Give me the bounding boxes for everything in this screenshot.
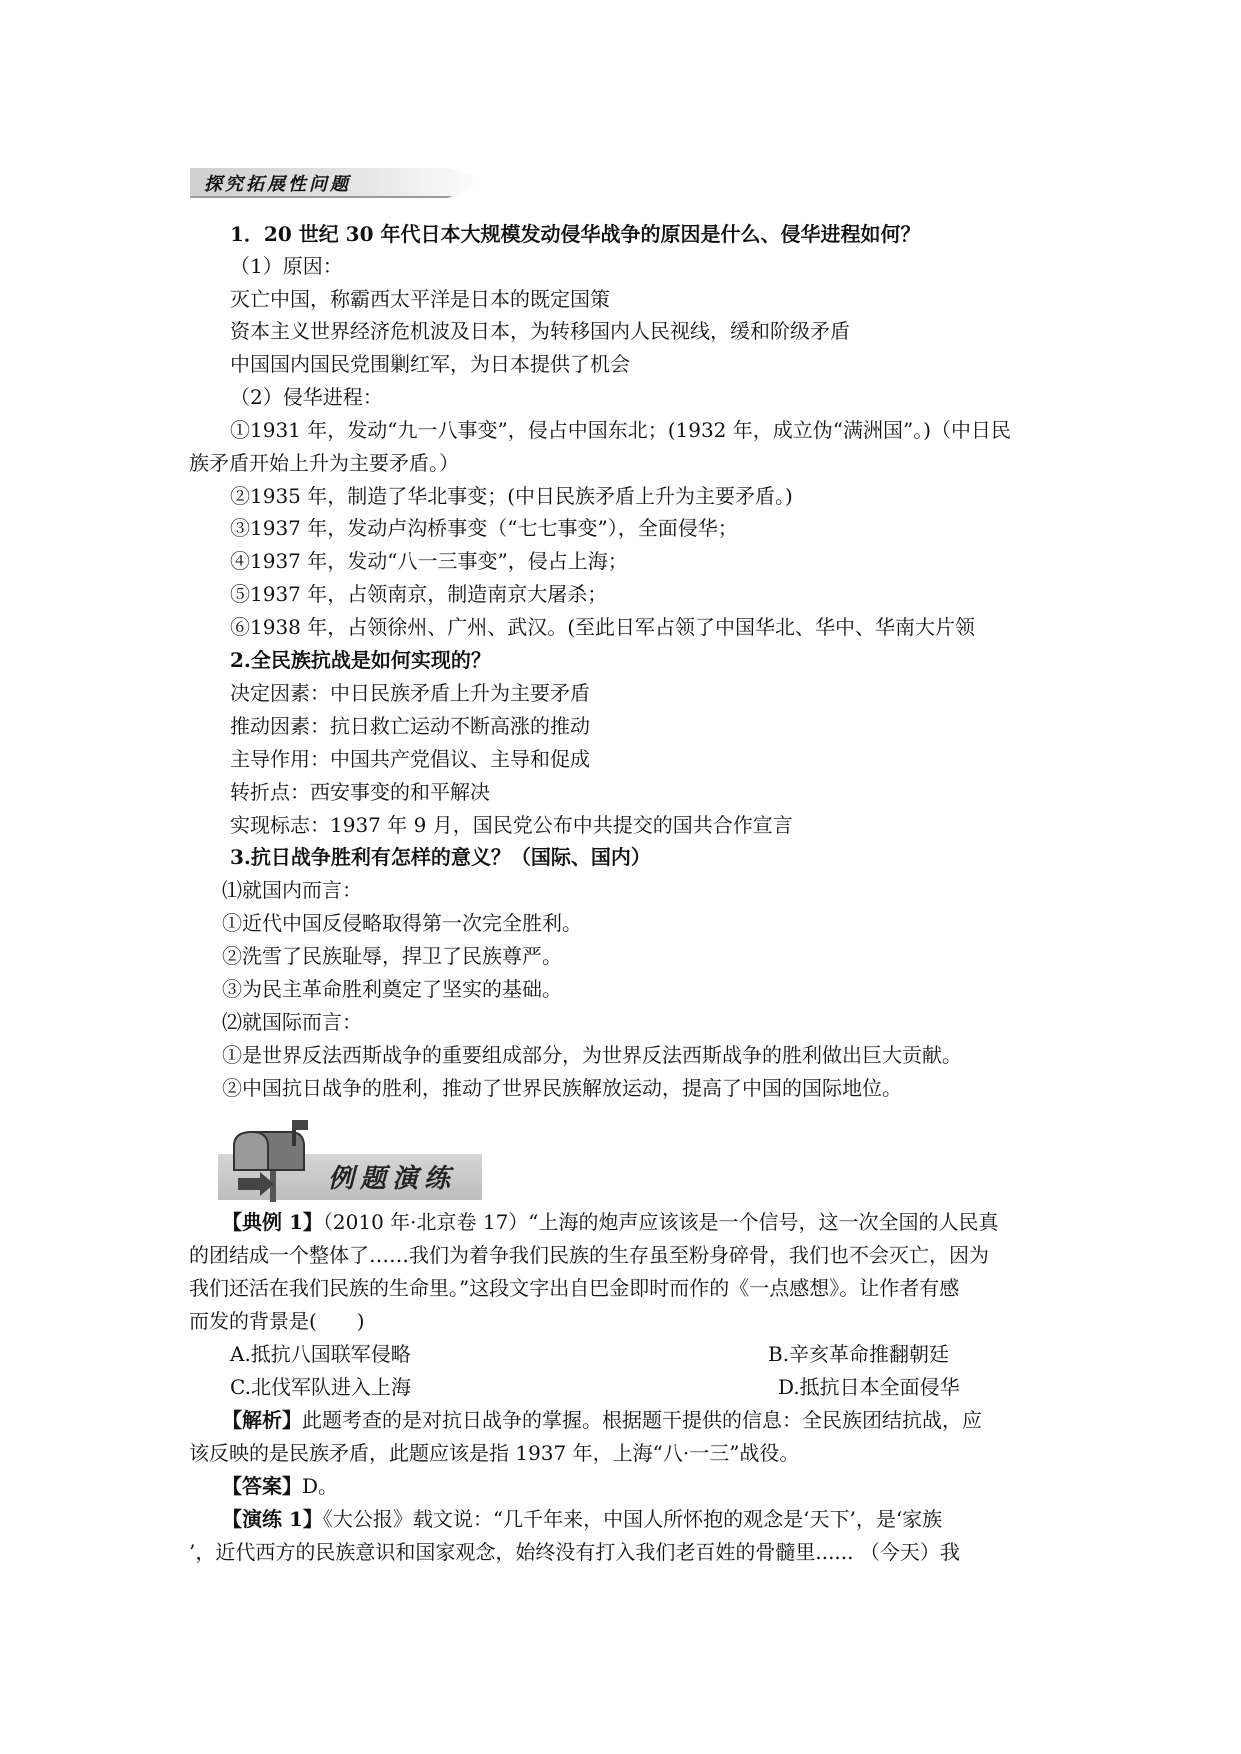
- analysis-tag: 【解析】: [222, 1408, 302, 1432]
- process-item: ⑥1938 年，占领徐州、广州、武汉。(至此日军占领了中国华北、华中、华南大片领: [230, 615, 976, 639]
- mailbox-icon: [224, 1118, 316, 1202]
- option-b: B.辛亥革命推翻朝廷: [768, 1342, 950, 1366]
- section-banner-title: 探究拓展性问题: [204, 174, 351, 195]
- q2-item: 推动因素：抗日救亡运动不断高涨的推动: [230, 714, 590, 738]
- domestic-item: ③为民主革命胜利奠定了坚实的基础。: [222, 977, 562, 1001]
- example-1-text: 的团结成一个整体了……我们为着争我们民族的生存虽至粉身碎骨，我们也不会灭亡，因为: [189, 1243, 989, 1267]
- example-1-text: 我们还活在我们民族的生命里。”这段文字出自巴金即时而作的《一点感想》。让作者有感: [189, 1276, 960, 1300]
- reason-item: 中国国内国民党围剿红军，为日本提供了机会: [230, 352, 630, 376]
- domestic-item: ②洗雪了民族耻辱，捍卫了民族尊严。: [222, 944, 562, 968]
- q2-item: 实现标志：1937 年 9 月，国民党公布中共提交的国共合作宣言: [230, 813, 793, 837]
- process-item-continued: 族矛盾开始上升为主要矛盾。）: [189, 451, 459, 475]
- option-d: D.抵抗日本全面侵华: [778, 1375, 960, 1399]
- process-label: （2）侵华进程：: [230, 385, 383, 409]
- domestic-item: ①近代中国反侵略取得第一次完全胜利。: [222, 911, 582, 935]
- analysis-first-line: [222, 1406, 982, 1434]
- section-banner-examples: [218, 1118, 482, 1202]
- option-a: A.抵抗八国联军侵略: [230, 1342, 411, 1366]
- practice-1-text: 《大公报》载文说：“几千年来，中国人所怀抱的观念是‘天下’，是‘家族: [322, 1507, 943, 1531]
- intl-label: ⑵就国际而言：: [222, 1010, 362, 1034]
- example-1-text: 而发的背景是( ): [189, 1309, 365, 1333]
- reason-item: 灭亡中国，称霸西太平洋是日本的既定国策: [230, 287, 610, 311]
- practice-1-tag: 【演练 1】: [222, 1507, 323, 1531]
- domestic-label: ⑴就国内而言：: [222, 878, 362, 902]
- question-2-title: 2.全民族抗战是如何实现的？: [230, 648, 491, 672]
- process-item: ⑤1937 年，占领南京，制造南京大屠杀；: [230, 582, 608, 606]
- question-3-title: 3.抗日战争胜利有怎样的意义？（国际、国内）: [230, 845, 651, 869]
- answer-text: D。: [302, 1474, 339, 1498]
- analysis-text: 该反映的是民族矛盾，此题应该是指 1937 年，上海“八·一三”战役。: [189, 1441, 800, 1465]
- practice-1-text: ’，近代西方的民族意识和国家观念，始终没有打入我们老百姓的骨髓里...... （今天）我: [189, 1540, 960, 1564]
- q2-item: 主导作用：中国共产党倡议、主导和促成: [230, 747, 590, 771]
- q2-item: 决定因素：中日民族矛盾上升为主要矛盾: [230, 681, 590, 705]
- example-1-tag: 【典例 1】: [222, 1210, 323, 1234]
- practice-1-first-line: [222, 1505, 942, 1533]
- process-item: ③1937 年，发动卢沟桥事变（“七七事变”），全面侵华；: [230, 516, 738, 540]
- section-banner-title: 例题演练: [328, 1164, 457, 1194]
- option-c: C.北伐军队进入上海: [230, 1375, 411, 1399]
- example-1-first-line: [222, 1208, 999, 1236]
- answer-line: [222, 1472, 338, 1500]
- section-banner-explore: [190, 168, 490, 198]
- process-item: ④1937 年，发动“八一三事变”，侵占上海；: [230, 549, 628, 573]
- analysis-text: 此题考查的是对抗日战争的掌握。根据题干提供的信息：全民族团结抗战，应: [302, 1408, 982, 1432]
- reasons-label: （1）原因：: [230, 254, 343, 278]
- question-1-title: 1．20 世纪 30 年代日本大规模发动侵华战争的原因是什么、侵华进程如何？: [230, 222, 921, 246]
- process-item: ②1935 年，制造了华北事变；(中日民族矛盾上升为主要矛盾。): [230, 484, 793, 508]
- reason-item: 资本主义世界经济危机波及日本，为转移国内人民视线，缓和阶级矛盾: [230, 319, 850, 343]
- intl-item: ①是世界反法西斯战争的重要组成部分，为世界反法西斯战争的胜利做出巨大贡献。: [222, 1043, 962, 1067]
- intl-item: ②中国抗日战争的胜利，推动了世界民族解放运动，提高了中国的国际地位。: [222, 1076, 902, 1100]
- q2-item: 转折点：西安事变的和平解决: [230, 780, 490, 804]
- example-1-text: （2010 年·北京卷 17）“上海的炮声应该该是一个信号，这一次全国的人民真: [322, 1210, 999, 1234]
- answer-tag: 【答案】: [222, 1474, 302, 1498]
- process-item: ①1931 年，发动“九一八事变”，侵占中国东北；(1932 年，成立伪“满洲国”。)（中日民: [230, 418, 1012, 442]
